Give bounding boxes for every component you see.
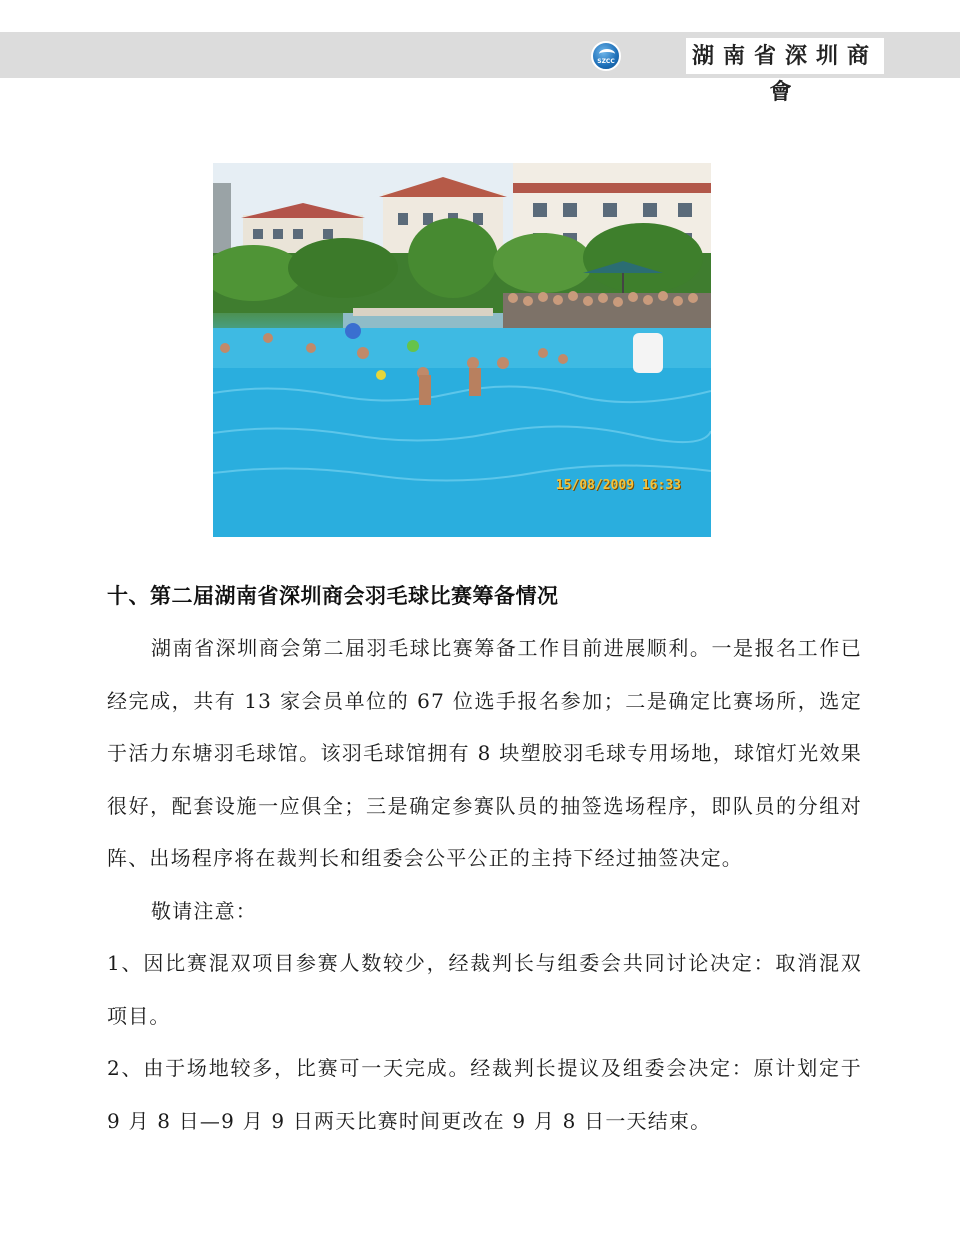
section-title: 十、第二届湖南省深圳商会羽毛球比赛筹备情况 [107, 583, 559, 608]
notice-item-1: 1、因比赛混双项目参赛人数较少，经裁判长与组委会共同讨论决定：取消混双项目。 [107, 951, 862, 1028]
szcc-logo-icon [591, 41, 621, 71]
section-body [107, 622, 862, 1147]
notice-item-2: 2、由于场地较多，比赛可一天完成。经裁判长提议及组委会决定：原计划定于 9 月 8 日—9 月 9 日两天比赛时间更改在 9 月 8 日一天结束。 [107, 1056, 862, 1133]
main-paragraph: 湖南省深圳商会第二届羽毛球比赛筹备工作目前进展顺利。一是报名工作已经完成，共有 13 家会员单位的 67 位选手报名参加；二是确定比赛场所，选定于活力东塘羽毛球馆。该羽毛球馆拥有 8 块塑胶羽毛球专用场地，球馆灯光效果很好，配套设施一应俱全；三是确定参赛队员的抽签选场程序，即队员的分组对阵、出场程序将在裁判长和组委会公平公正的主持下经过抽签决定。 [107, 636, 862, 870]
org-name: 湖南省深圳商會 [686, 38, 884, 74]
pool-photo [213, 163, 711, 537]
photo-timestamp: 15/08/2009 16:33 [555, 478, 681, 493]
logo-text: SZCC [597, 58, 615, 65]
notice-label: 敬请注意： [151, 898, 257, 923]
